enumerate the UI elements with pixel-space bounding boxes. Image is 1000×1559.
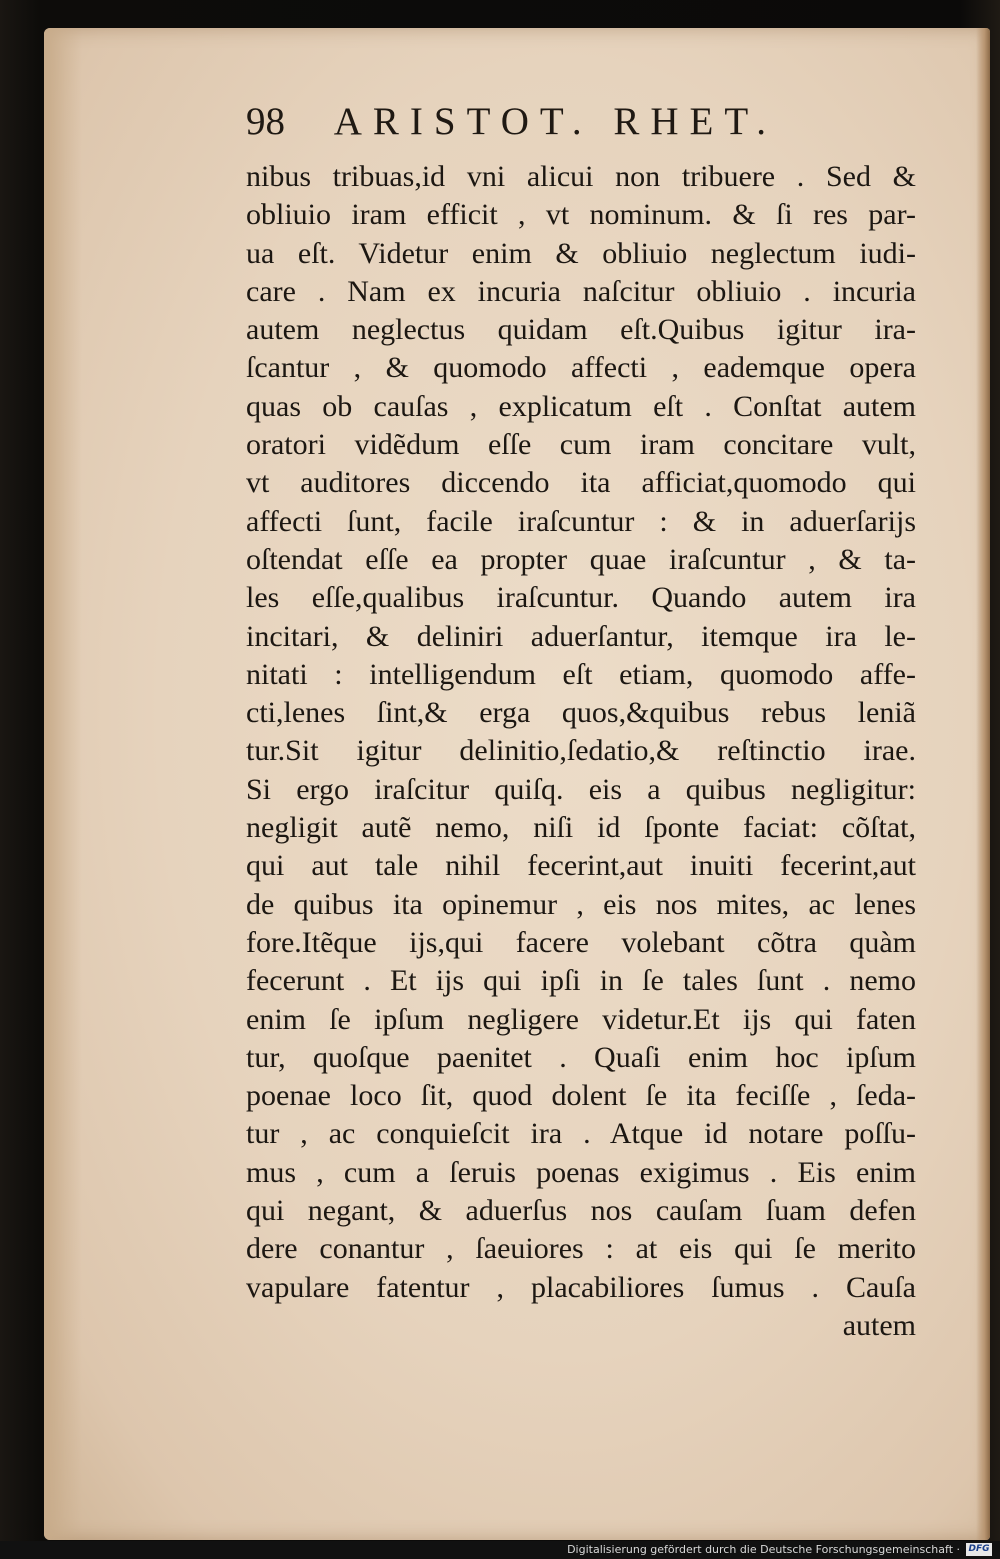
text-line: vapulare fatentur , placabiliores ſumus . Cauſa xyxy=(246,1270,916,1304)
text-line: enim ſe ipſum negligere videtur.Et ijs qui faten xyxy=(246,1002,916,1036)
catchword: autem xyxy=(842,1308,916,1342)
dfg-logo: DFG xyxy=(966,1543,992,1556)
text-line: fore.Itẽque ijs,qui facere volebant cõtra quàm xyxy=(246,925,916,959)
text-line: dere conantur , ſaeuiores : at eis qui ſe merito xyxy=(246,1232,916,1266)
text-line: oratori vidẽdum eſſe cum iram concitare vult, xyxy=(246,428,916,462)
text-line: nitati : intelligendum eſt etiam, quomodo affe- xyxy=(246,657,916,691)
text-line: qui aut tale nihil fecerint,aut inuiti fecerint,aut xyxy=(246,849,916,883)
page-number: 98 xyxy=(246,100,285,143)
text-line: incitari, & deliniri aduerſantur, itemque ira le- xyxy=(246,619,916,653)
body-text xyxy=(246,158,916,1345)
text-line: quas ob cauſas , explicatum eſt . Conſtat autem xyxy=(246,389,916,423)
text-line: oſtendat eſſe ea propter quae iraſcuntur , & ta- xyxy=(246,542,916,576)
page-edge xyxy=(976,28,990,1540)
text-line: negligit autẽ nemo, niſi id ſponte faciat: cõſtat, xyxy=(246,811,916,845)
text-line: obliuio iram efficit , vt nominum. & ſi res par- xyxy=(246,198,916,232)
digitization-footer xyxy=(0,1541,1000,1559)
running-head: ARISTOT. RHET. xyxy=(333,100,777,143)
text-line: tur, quoſque paenitet . Quaſi enim hoc ipſum xyxy=(246,1040,916,1074)
text-line: tur.Sit igitur delinitio,ſedatio,& reſtinctio irae. xyxy=(246,734,916,768)
text-line: care . Nam ex incuria naſcitur obliuio . incuria xyxy=(246,274,916,308)
funding-credit: Digitalisierung gefördert durch die Deutsche Forschungsgemeinschaft · xyxy=(567,1543,960,1556)
text-line: nibus tribuas,id vni alicui non tribuere . Sed & xyxy=(246,160,916,193)
text-line: ſcantur , & quomodo affecti , eademque opera xyxy=(246,351,916,385)
text-line: ua eſt. Videtur enim & obliuio neglectum iudi- xyxy=(246,236,916,270)
text-line: autem neglectus quidam eſt.Quibus igitur ira- xyxy=(246,313,916,347)
text-line: cti,lenes ſint,& erga quos,&quibus rebus leniã xyxy=(246,696,916,730)
page-header xyxy=(246,86,896,158)
text-line: mus , cum a ſeruis poenas exigimus . Eis enim xyxy=(246,1155,916,1189)
text-line: de quibus ita opinemur , eis nos mites, ac lenes xyxy=(246,887,916,921)
text-line: affecti ſunt, facile iraſcuntur : & in aduerſarijs xyxy=(246,504,916,538)
text-line: les eſſe,qualibus iraſcuntur. Quando autem ira xyxy=(246,581,916,615)
text-line: poenae loco ſit, quod dolent ſe ita feciſſe , ſeda- xyxy=(246,1079,916,1113)
text-line: fecerunt . Et ijs qui ipſi in ſe tales ſunt . nemo xyxy=(246,964,916,998)
page-gutter-shadow xyxy=(44,28,82,1540)
text-line: qui negant, & aduerſus nos cauſam ſuam defen xyxy=(246,1194,916,1228)
text-line: vt auditores diccendo ita afficiat,quomodo qui xyxy=(246,466,916,500)
text-line: Si ergo iraſcitur quiſq. eis a quibus negligitur: xyxy=(246,772,916,806)
text-line: tur , ac conquieſcit ira . Atque id notare poſſu- xyxy=(246,1117,916,1151)
